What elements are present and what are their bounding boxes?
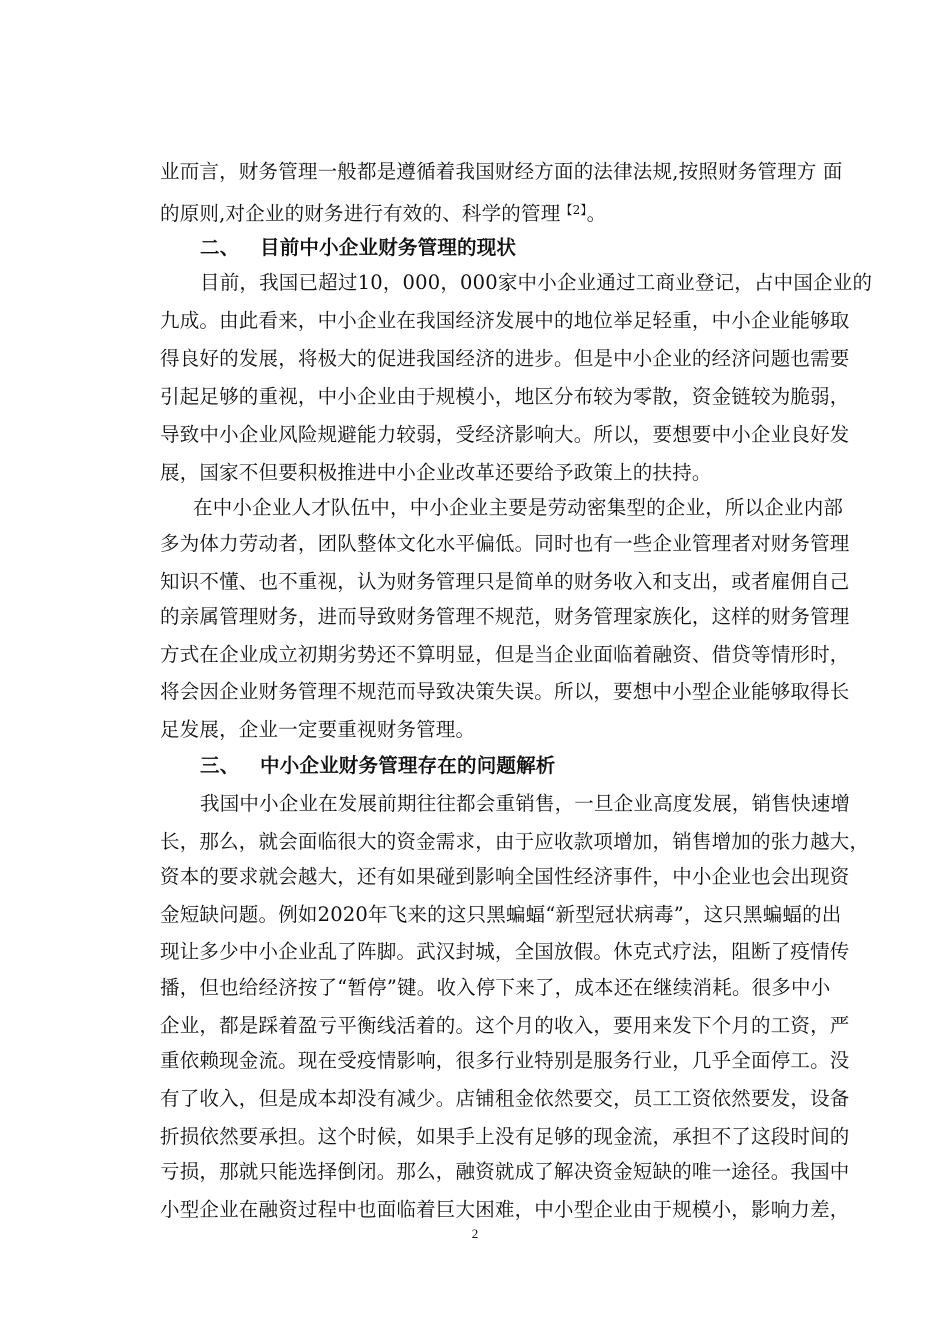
s2-p1-line: 引起足够的重视，中小企业由于规模小，地区分布较为零散，资金链较为脆弱， (160, 385, 850, 408)
s2-p2-line: 在中小企业人才队伍中，中小企业主要是劳动密集型的企业，所以企业内部 (193, 496, 844, 519)
section-2-heading (200, 236, 516, 260)
section-2-title: 目前中小企业财务管理的现状 (260, 236, 517, 259)
section-3-heading (200, 754, 556, 778)
intro-line-2-text: 的原则,对企业的财务进行有效的、科学的管理 (160, 202, 561, 225)
s3-p1-line: 我国中小企业在发展前期往往都会重销售，一旦企业高度发展，销售快速增 (200, 792, 851, 815)
section-3-number: 三、 (200, 754, 240, 777)
citation-marker: 【2】 (560, 203, 587, 217)
intro-line-2-end: 。 (586, 202, 607, 225)
section-2-number: 二、 (200, 236, 240, 259)
s3-p1-line: 资本的要求就会越大，还有如果碰到影响全国性经济事件，中小企业也会出现资 (160, 865, 850, 888)
s3-p1-line: 亏损，那就只能选择倒闭。那么，融资就成了解决资金短缺的唯一途径。我国中 (160, 1160, 850, 1183)
s2-p2-line: 将会因企业财务管理不规范而导致决策失误。所以，要想中小型企业能够取得长 (160, 680, 850, 703)
s2-p2-line: 知识不懂、也不重视，认为财务管理只是简单的财务收入和支出，或者雇佣自己 (160, 570, 850, 593)
intro-line-1: 业而言，财务管理一般都是遵循着我国财经方面的法律法规,按照财务管理方 面 (160, 160, 843, 183)
s3-p1-line: 有了收入，但是成本却没有减少。店铺租金依然要交，员工工资依然要发，设备 (160, 1087, 850, 1110)
s2-p1-line: 导致中小企业风险规避能力较弱，受经济影响大。所以，要想要中小企业良好发 (160, 423, 850, 446)
s2-p1-line: 得良好的发展，将极大的促进我国经济的进步。但是中小企业的经济问题也需要 (160, 347, 850, 370)
s3-p1-line: 小型企业在融资过程中也面临着巨大困难，中小型企业由于规模小，影响力差， (160, 1198, 850, 1221)
s3-p1-line: 现让多少中小企业乱了阵脚。武汉封城，全国放假。休克式疗法，阻断了疫情传 (160, 940, 850, 963)
s3-p1-line: 折损依然要承担。这个时候，如果手上没有足够的现金流，承担不了这段时间的 (160, 1125, 850, 1148)
s3-p1-line: 播，但也给经济按了“暂停”键。收入停下来了，成本还在继续消耗。很多中小 (160, 976, 831, 999)
intro-line-2 (160, 198, 606, 226)
s2-p1-line: 目前，我国已超过10，000，000家中小企业通过工商业登记，占中国企业的 (200, 271, 873, 294)
s3-p1-line: 企业，都是踩着盈亏平衡线活着的。这个月的收入，要用来发下个月的工资，严 (160, 1014, 850, 1037)
s2-p1-line: 九成。由此看来，中小企业在我国经济发展中的地位举足轻重，中小企业能够取 (160, 309, 850, 332)
s3-p1-line: 重依赖现金流。现在受疫情影响，很多行业特别是服务行业，几乎全面停工。没 (160, 1049, 850, 1072)
s2-p1-line: 展，国家不但要积极推进中小企业改革还要给予政策上的扶持。 (160, 461, 712, 484)
s2-p2-line: 足发展，企业一定要重视财务管理。 (160, 718, 476, 741)
s3-p1-line: 金短缺问题。例如2020年飞来的这只黑蝙蝠“新型冠状病毒”，这只黑蝙蝠的出 (160, 903, 842, 926)
section-3-title: 中小企业财务管理存在的问题解析 (260, 754, 556, 777)
s2-p2-line: 的亲属管理财务，进而导致财务管理不规范，财务管理家族化，这样的财务管理 (160, 605, 850, 628)
s3-p1-line: 长，那么，就会面临很大的资金需求，由于应收款项增加，销售增加的张力越大， (160, 830, 870, 853)
s2-p2-line: 方式在企业成立初期劣势还不算明显，但是当企业面临着融资、借贷等情形时， (160, 643, 850, 666)
page-number: 2 (471, 1226, 479, 1241)
s2-p2-line: 多为体力劳动者，团队整体文化水平偏低。同时也有一些企业管理者对财务管理 (160, 532, 850, 555)
